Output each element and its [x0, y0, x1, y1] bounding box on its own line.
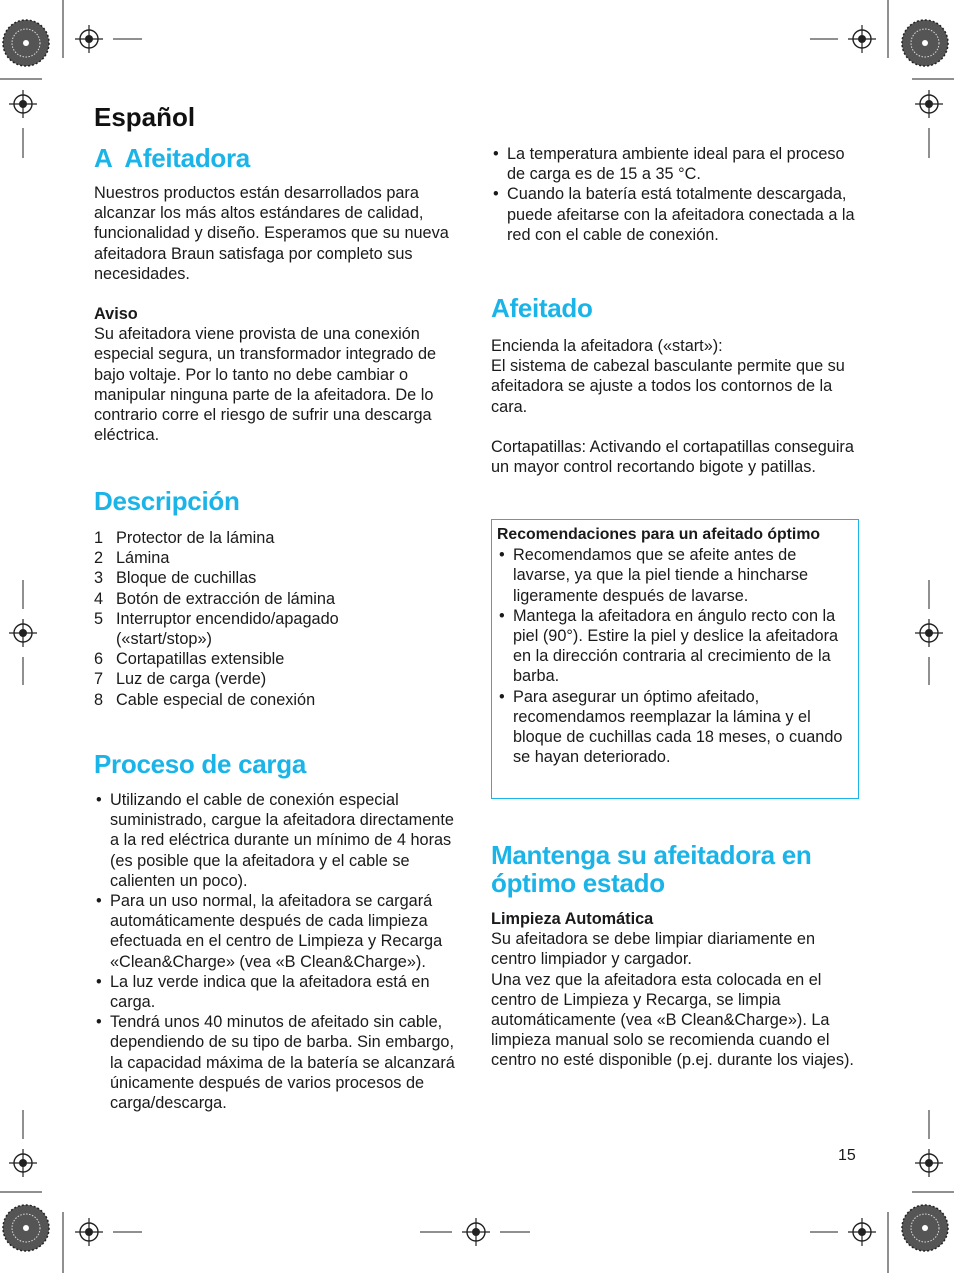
list-item: • Para asegurar un óptimo afeitado, recomendamos reemplazar la lámina y el bloque de cuchillas cada 18 meses, o cuando se hayan deteriorado. — [497, 687, 854, 768]
list-item: • Cuando la batería está totalmente descargada, puede afeitarse con la afeitadora conectada a la red con el cable de conexión. — [491, 184, 855, 245]
section-carga — [94, 750, 460, 1113]
list-item: • La temperatura ambiente ideal para el proceso de carga es de 15 a 35 °C. — [491, 144, 855, 184]
list-item: 4 Botón de extracción de lámina — [94, 589, 336, 608]
list-item: • Recomendamos que se afeite antes de lavarse, ya que la piel tiende a hincharse ligeramente después de lavarse. — [497, 545, 854, 606]
list-item: • La luz verde indica que la afeitadora está en carga. — [94, 972, 460, 1012]
registration-star-bottom-right — [902, 1205, 948, 1251]
list-item: • Para un uso normal, la afeitadora se cargará automáticamente después de cada limpieza efectuada en el centro de Limpieza y Recarga «Clean&Charge» (vea «B Clean&Charge»). — [94, 891, 460, 972]
section-title: Descripción — [94, 486, 240, 516]
aviso-title: Aviso — [94, 305, 138, 324]
language-heading: Español — [94, 102, 196, 132]
list-item: 8 Cable especial de conexión — [94, 690, 316, 709]
registration-star-top-left — [3, 20, 49, 66]
list-item: 3 Bloque de cuchillas — [94, 569, 257, 588]
paragraph: Una vez que la afeitadora esta colocada en el centro de Limpieza y Recarga, se limpia automáticamente (vea «B Clean&Charge»). La limpieza manual solo se recomienda cuando el centro no esté disponible (p.ej. durante los viajes). — [491, 970, 854, 1070]
section-title: Proceso de carga — [94, 749, 306, 779]
section-afeitadora — [94, 144, 460, 445]
list-item: • Utilizando el cable de conexión especial suministrado, cargue la afeitadora directamente a la red eléctrica durante un mínimo de 4 horas (es posible que la afeitadora y el cable se calienten un poco). — [94, 790, 460, 891]
box-title: Recomendaciones para un afeitado óptimo — [497, 526, 821, 543]
list-item: 7 Luz de carga (verde) — [94, 670, 267, 689]
registration-star-bottom-left — [3, 1205, 49, 1251]
list-item: • Tendrá unos 40 minutos de afeitado sin cable, dependiendo de su tipo de barba. Sin embargo, la capacidad máxima de la batería se alcanzará únicamente después de varios procesos de carga/descarga. — [94, 1012, 460, 1113]
charging-bullets-continued — [491, 144, 855, 245]
section-title: Mantenga su afeitadora en óptimo estado — [491, 840, 812, 898]
recommendations-box — [491, 519, 859, 799]
intro-paragraph: Nuestros productos están desarrollados para alcanzar los más altos estándares de calidad, funcionalidad y diseño. Esperamos que su nueva afeitadora Braun satisfaga por completo sus necesidades. — [94, 184, 449, 283]
section-afeitado — [491, 294, 857, 477]
aviso-text: Su afeitadora viene provista de una conexión especial segura, un transformador integrado de bajo voltaje. Por lo tanto no debe cambiar o manipular ninguna parte de la afeitadora. De lo contrario corre el riesgo de sufrir una descarga eléctrica. — [94, 325, 437, 445]
paragraph: Su afeitadora se debe limpiar diariamente en centro limpiador y cargador. — [491, 930, 816, 969]
paragraph: El sistema de cabezal basculante permite que su afeitadora se ajuste a todos los contornos de la cara. — [491, 357, 845, 416]
charging-bullets — [94, 790, 460, 1113]
section-title: Afeitado — [491, 293, 593, 323]
list-item: 6 Cortapatillas extensible — [94, 650, 285, 669]
list-item: 1 Protector de la lámina — [94, 529, 275, 547]
parts-list — [94, 528, 460, 710]
section-descripcion — [94, 487, 460, 710]
recommendations-bullets — [497, 545, 854, 767]
section-mantenga — [491, 841, 857, 1071]
section-title: A Afeitadora — [94, 143, 250, 173]
list-item: 5 Interruptor encendido/apagado («start/stop») — [94, 609, 339, 649]
paragraph: Cortapatillas: Activando el cortapatillas conseguira un mayor control recortando bigote y patillas. — [491, 437, 854, 477]
subsection-title: Limpieza Automática — [491, 910, 654, 928]
paragraph: Encienda la afeitadora («start»): — [491, 337, 723, 355]
registration-star-top-right — [902, 20, 948, 66]
list-item: 2 Lámina — [94, 549, 170, 568]
list-item: • Mantega la afeitadora en ángulo recto con la piel (90°). Estire la piel y deslice la afeitadora en la dirección contraria al crecimiento de la barba. — [497, 606, 854, 687]
page-number: 15 — [838, 1147, 856, 1164]
